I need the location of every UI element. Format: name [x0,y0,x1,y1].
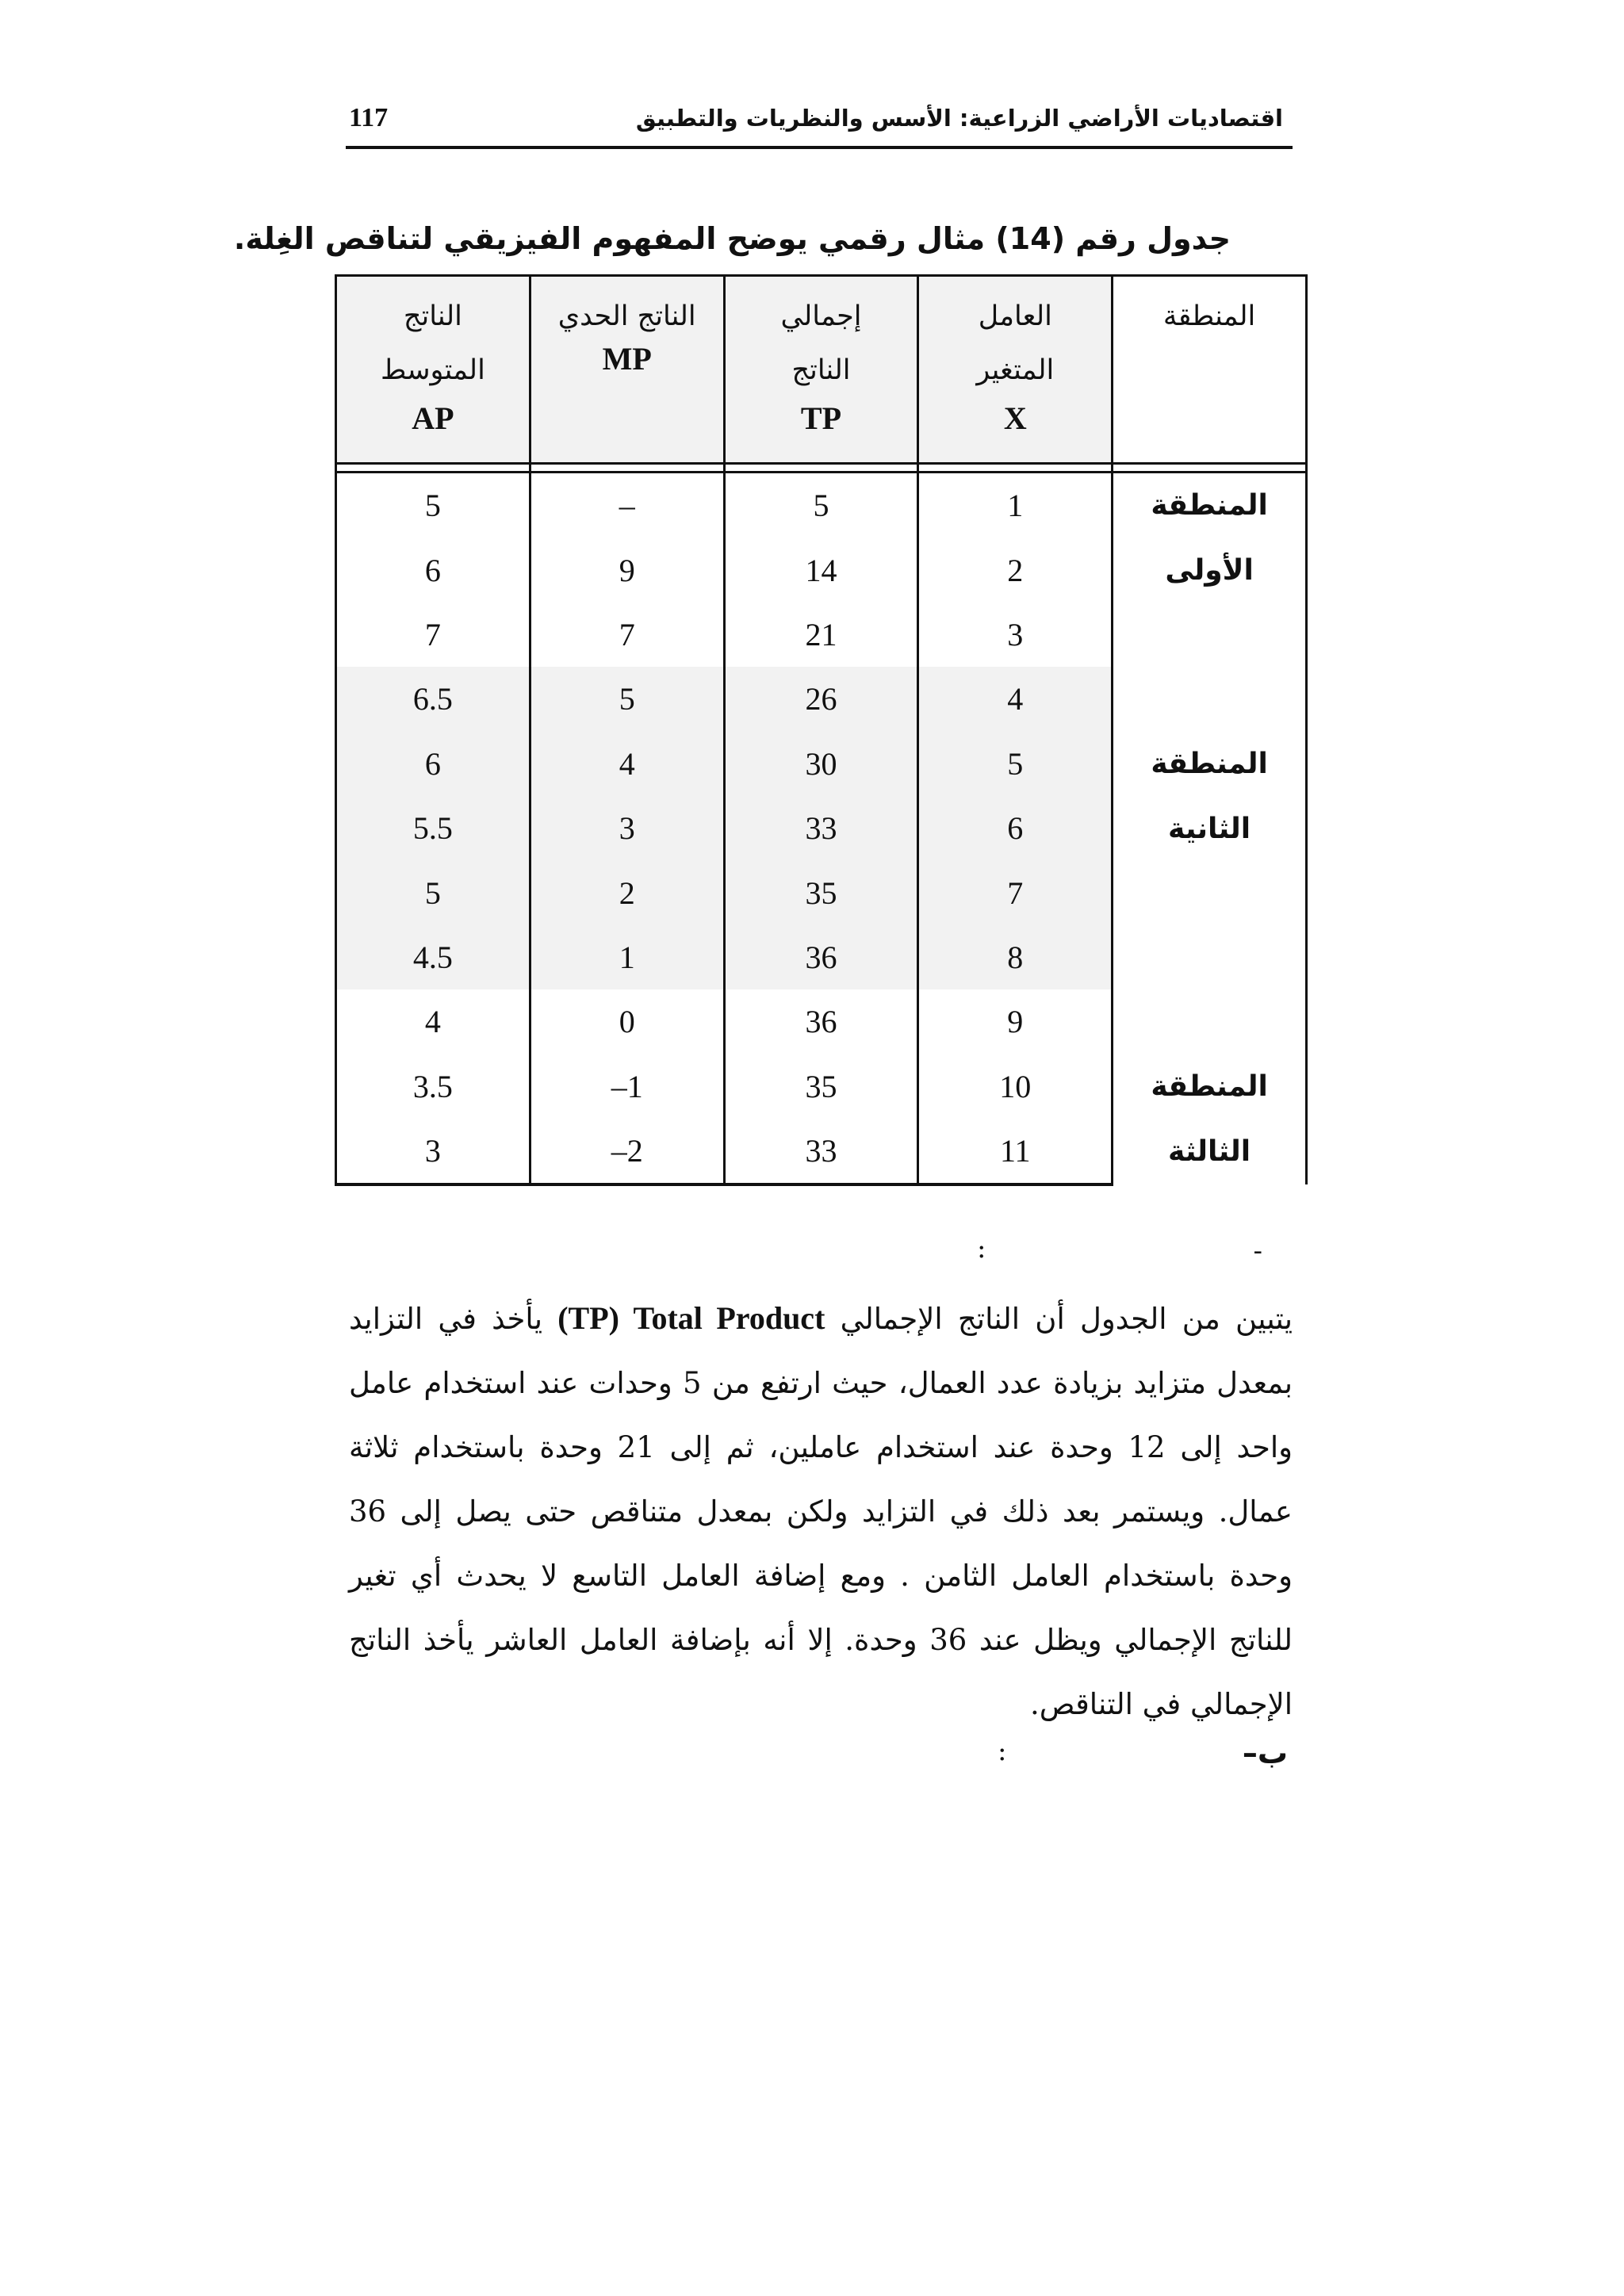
paragraph-latin-term: (TP) Total Product [557,1300,825,1336]
cell-tp: 14 [724,538,918,602]
table-caption: جدول رقم (14) مثال رقمي يوضح المفهوم الفيزيقي لتناقص الغِلة. [233,221,1231,256]
region-cell-second [1113,667,1307,989]
cell-ap: 5 [336,473,530,538]
page-number: 117 [349,103,389,132]
table-row [336,473,1307,538]
cell-mp: 4 [530,732,724,796]
cell-tp: 35 [724,860,918,924]
region-first-line2: الأولى [1165,554,1254,587]
data-table [335,274,1308,1186]
cell-tp: 21 [724,603,918,667]
header-tp-line1: إجمالي [780,300,862,332]
cell-tp: 30 [724,732,918,796]
cell-mp: 2 [530,860,724,924]
running-header-title: اقتصاديات الأراضي الزراعية: الأسس والنظريات والتطبيق [635,105,1283,132]
cell-x: 4 [918,667,1113,731]
header-mp-line1: الناتج الحدي [557,300,696,332]
column-header-region [1113,276,1307,464]
header-x-line1: العامل [978,300,1052,332]
cell-ap: 4.5 [336,925,530,989]
header-ap-line2: المتوسط [380,354,485,386]
region-third-line2: الثالثة [1168,1135,1251,1169]
region-second-line1: المنطقة [1151,748,1268,781]
header-ap-line1: الناتج [403,300,462,332]
cell-x: 8 [918,925,1113,989]
table-row [336,667,1307,731]
region-cell-first [1113,473,1307,668]
cell-ap: 6 [336,732,530,796]
cell-x: 10 [918,1054,1113,1119]
cell-tp: 36 [724,925,918,989]
cell-x: 11 [918,1119,1113,1184]
paragraph-text-rest: يأخذ في التزايد بمعدل متزايد بزيادة عدد العمال، حيث ارتفع من 5 وحدات عند استخدام عامل واحد إلى 12 وحدة عند استخدام عاملين، ثم إلى 21 وحدة باستخدام ثلاثة عمال. ويستمر بعد ذلك في التزايد ولكن بمعدل متناقص حتى يصل إلى 36 وحدة باستخدام العامل الثامن . ومع إضافة العامل التاسع لا يحدث أي تغير للناتج الإجمالي ويظل عند 36 وحدة. إلا أنه بإضافة العامل العاشر يأخذ الناتج الإجمالي في التناقص. [349,1302,1293,1721]
cell-mp: 0 [530,989,724,1054]
header-rule [346,146,1293,149]
header-region-label: المنطقة [1162,300,1256,332]
region-cell-third [1113,989,1307,1184]
cell-ap: 6 [336,538,530,602]
cell-tp: 5 [724,473,918,538]
section-a-colon: : [977,1233,986,1265]
cell-x: 9 [918,989,1113,1054]
column-header-mp [530,276,724,464]
cell-mp: 3 [530,796,724,860]
cell-ap: 5.5 [336,796,530,860]
cell-ap: 3.5 [336,1054,530,1119]
cell-mp: 5 [530,667,724,731]
column-header-ap [336,276,530,464]
cell-mp: – [530,473,724,538]
spacer-row [336,464,1307,473]
header-tp-symbol: TP [800,400,842,436]
header-ap-symbol: AP [412,400,454,436]
column-header-x [918,276,1113,464]
cell-tp: 36 [724,989,918,1054]
section-b-label: ب– [1242,1735,1288,1770]
cell-x: 6 [918,796,1113,860]
paragraph-text-start: يتبين من الجدول أن الناتج الإجمالي [825,1302,1293,1336]
region-first-line1: المنطقة [1151,489,1268,522]
column-header-tp [724,276,918,464]
cell-mp: 1 [530,925,724,989]
region-second-line2: الثانية [1168,813,1251,846]
cell-x: 5 [918,732,1113,796]
cell-ap: 7 [336,603,530,667]
cell-ap: 6.5 [336,667,530,731]
region-third-line1: المنطقة [1151,1070,1268,1104]
cell-x: 1 [918,473,1113,538]
cell-x: 3 [918,603,1113,667]
cell-x: 7 [918,860,1113,924]
header-x-symbol: X [1003,400,1027,436]
section-b-colon: : [998,1735,1007,1767]
header-tp-line2: الناتج [791,354,851,386]
table-header-row [336,276,1307,464]
cell-ap: 3 [336,1119,530,1184]
cell-ap: 5 [336,860,530,924]
cell-tp: 33 [724,796,918,860]
section-a-marker: - [1253,1235,1262,1267]
header-x-line2: المتغير [976,354,1055,386]
cell-mp: 9 [530,538,724,602]
cell-x: 2 [918,538,1113,602]
cell-tp: 35 [724,1054,918,1119]
cell-mp: 1– [530,1054,724,1119]
table-row [336,989,1307,1054]
cell-tp: 26 [724,667,918,731]
body-paragraph [349,1286,1293,1736]
cell-mp: 2– [530,1119,724,1184]
cell-tp: 33 [724,1119,918,1184]
header-mp-symbol: MP [602,341,652,377]
cell-mp: 7 [530,603,724,667]
cell-ap: 4 [336,989,530,1054]
